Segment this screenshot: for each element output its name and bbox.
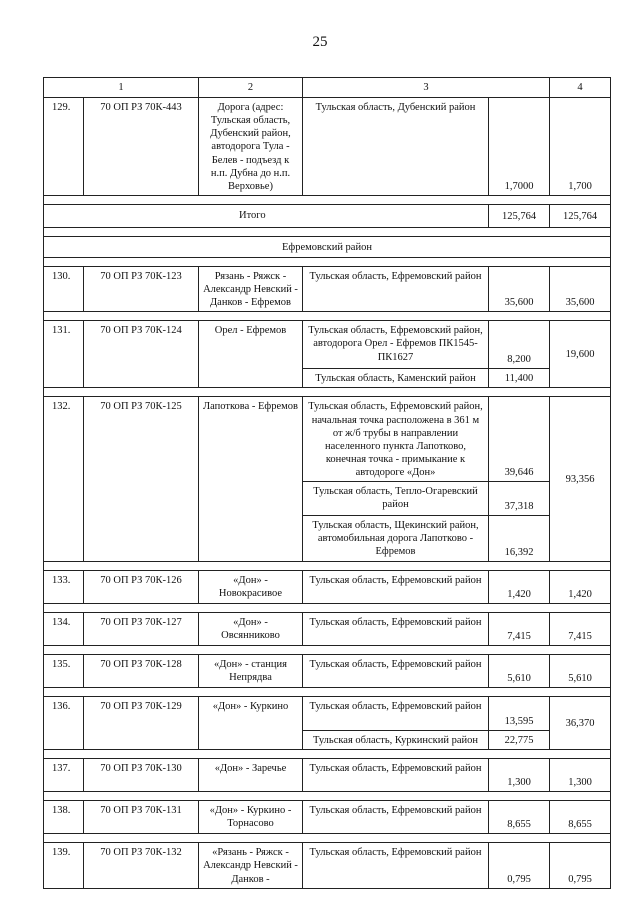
total-row <box>44 204 611 227</box>
road-location: Тульская область, Щекинский район, автомобильная дорога Лапотково - Ефремов <box>303 516 489 562</box>
row-number: 136. <box>44 697 84 750</box>
road-code: 70 ОП РЗ 70К-127 <box>84 613 199 646</box>
road-location: Тульская область, Каменский район <box>303 369 489 388</box>
road-location: Тульская область, Ефремовский район <box>303 613 489 646</box>
header-col-4: 4 <box>550 78 611 98</box>
road-length: 7,415 <box>489 613 550 646</box>
road-length: 35,600 <box>489 266 550 311</box>
road-total: 1,420 <box>550 571 611 604</box>
road-length: 37,318 <box>489 482 550 516</box>
row-number: 132. <box>44 397 84 562</box>
road-location: Тульская область, Ефремовский район <box>303 801 489 834</box>
road-length: 13,595 <box>489 697 550 731</box>
page-number: 25 <box>312 34 328 50</box>
row-number: 135. <box>44 655 84 688</box>
table-row <box>44 759 611 792</box>
road-length: 5,610 <box>489 655 550 688</box>
road-length: 8,200 <box>489 321 550 369</box>
road-code: 70 ОП РЗ 70К-125 <box>84 397 199 562</box>
road-code: 70 ОП РЗ 70К-132 <box>84 843 199 889</box>
section-title: Ефремовский район <box>44 236 611 257</box>
road-total: 5,610 <box>550 655 611 688</box>
row-number: 138. <box>44 801 84 834</box>
road-location: Тульская область, Ефремовский район <box>303 759 489 792</box>
row-number: 139. <box>44 843 84 889</box>
road-name: «Дон» - Куркино - Торнасово <box>199 801 303 834</box>
road-location: Тульская область, Тепло-Огаревский район <box>303 482 489 516</box>
road-location: Тульская область, Куркинский район <box>303 731 489 750</box>
road-name: Лапоткова - Ефремов <box>199 397 303 562</box>
road-code: 70 ОП РЗ 70К-126 <box>84 571 199 604</box>
road-location: Тульская область, Дубенский район <box>303 98 489 196</box>
row-number: 129. <box>44 98 84 196</box>
road-length: 1,300 <box>489 759 550 792</box>
table-row <box>44 613 611 646</box>
road-name: «Дон» - Заречье <box>199 759 303 792</box>
total-length: 125,764 <box>489 204 550 227</box>
header-col-1: 1 <box>44 78 199 98</box>
table-row <box>44 571 611 604</box>
section-row <box>44 236 611 257</box>
road-name: «Рязань - Ряжск - Александр Невский - Данков - <box>199 843 303 889</box>
road-code: 70 ОП РЗ 70К-128 <box>84 655 199 688</box>
road-total: 36,370 <box>550 697 611 750</box>
road-length: 16,392 <box>489 516 550 562</box>
table-row <box>44 801 611 834</box>
road-code: 70 ОП РЗ 70К-443 <box>84 98 199 196</box>
road-length: 0,795 <box>489 843 550 889</box>
road-code: 70 ОП РЗ 70К-131 <box>84 801 199 834</box>
road-location: Тульская область, Ефремовский район <box>303 843 489 889</box>
road-name: Орел - Ефремов <box>199 321 303 388</box>
table-row <box>44 98 611 196</box>
road-location: Тульская область, Ефремовский район <box>303 697 489 731</box>
road-location: Тульская область, Ефремовский район <box>303 655 489 688</box>
table-row <box>44 697 611 731</box>
road-code: 70 ОП РЗ 70К-123 <box>84 266 199 311</box>
road-name: Дорога (адрес: Тульская область, Дубенский район, автодорога Тула - Белев - подъезд к н.п. Дубна до н.п. Верховье) <box>199 98 303 196</box>
road-length: 1,420 <box>489 571 550 604</box>
road-total: 1,700 <box>550 98 611 196</box>
road-code: 70 ОП РЗ 70К-124 <box>84 321 199 388</box>
table-row <box>44 321 611 369</box>
road-code: 70 ОП РЗ 70К-130 <box>84 759 199 792</box>
road-length: 1,7000 <box>489 98 550 196</box>
header-col-2: 2 <box>199 78 303 98</box>
road-total: 0,795 <box>550 843 611 889</box>
table-row <box>44 266 611 311</box>
road-total: 8,655 <box>550 801 611 834</box>
header-row <box>44 78 611 98</box>
road-name: Рязань - Ряжск - Александр Невский - Данков - Ефремов <box>199 266 303 311</box>
road-total: 35,600 <box>550 266 611 311</box>
road-location: Тульская область, Ефремовский район, начальная точка расположена в 361 м от ж/б трубы в направлении населенного пункта Лапотково, конечная точка - примыкание к автодороге «Дон» <box>303 397 489 482</box>
road-location: Тульская область, Ефремовский район, автодорога Орел - Ефремов ПК1545-ПК1627 <box>303 321 489 369</box>
table-row <box>44 843 611 889</box>
road-location: Тульская область, Ефремовский район <box>303 571 489 604</box>
table-row <box>44 655 611 688</box>
road-length: 39,646 <box>489 397 550 482</box>
road-location: Тульская область, Ефремовский район <box>303 266 489 311</box>
road-total: 93,356 <box>550 397 611 562</box>
road-name: «Дон» - Овсянниково <box>199 613 303 646</box>
row-number: 131. <box>44 321 84 388</box>
table-row <box>44 397 611 482</box>
road-total: 7,415 <box>550 613 611 646</box>
road-length: 22,775 <box>489 731 550 750</box>
road-length: 8,655 <box>489 801 550 834</box>
header-col-3: 3 <box>303 78 550 98</box>
row-number: 134. <box>44 613 84 646</box>
road-total: 19,600 <box>550 321 611 388</box>
road-name: «Дон» - Новокрасивое <box>199 571 303 604</box>
road-code: 70 ОП РЗ 70К-129 <box>84 697 199 750</box>
road-name: «Дон» - Куркино <box>199 697 303 750</box>
row-number: 130. <box>44 266 84 311</box>
road-length: 11,400 <box>489 369 550 388</box>
row-number: 133. <box>44 571 84 604</box>
road-name: «Дон» - станция Непрядва <box>199 655 303 688</box>
row-number: 137. <box>44 759 84 792</box>
road-total: 1,300 <box>550 759 611 792</box>
total-label: Итого <box>239 209 266 221</box>
roads-table <box>43 77 611 889</box>
total-value: 125,764 <box>550 204 611 227</box>
